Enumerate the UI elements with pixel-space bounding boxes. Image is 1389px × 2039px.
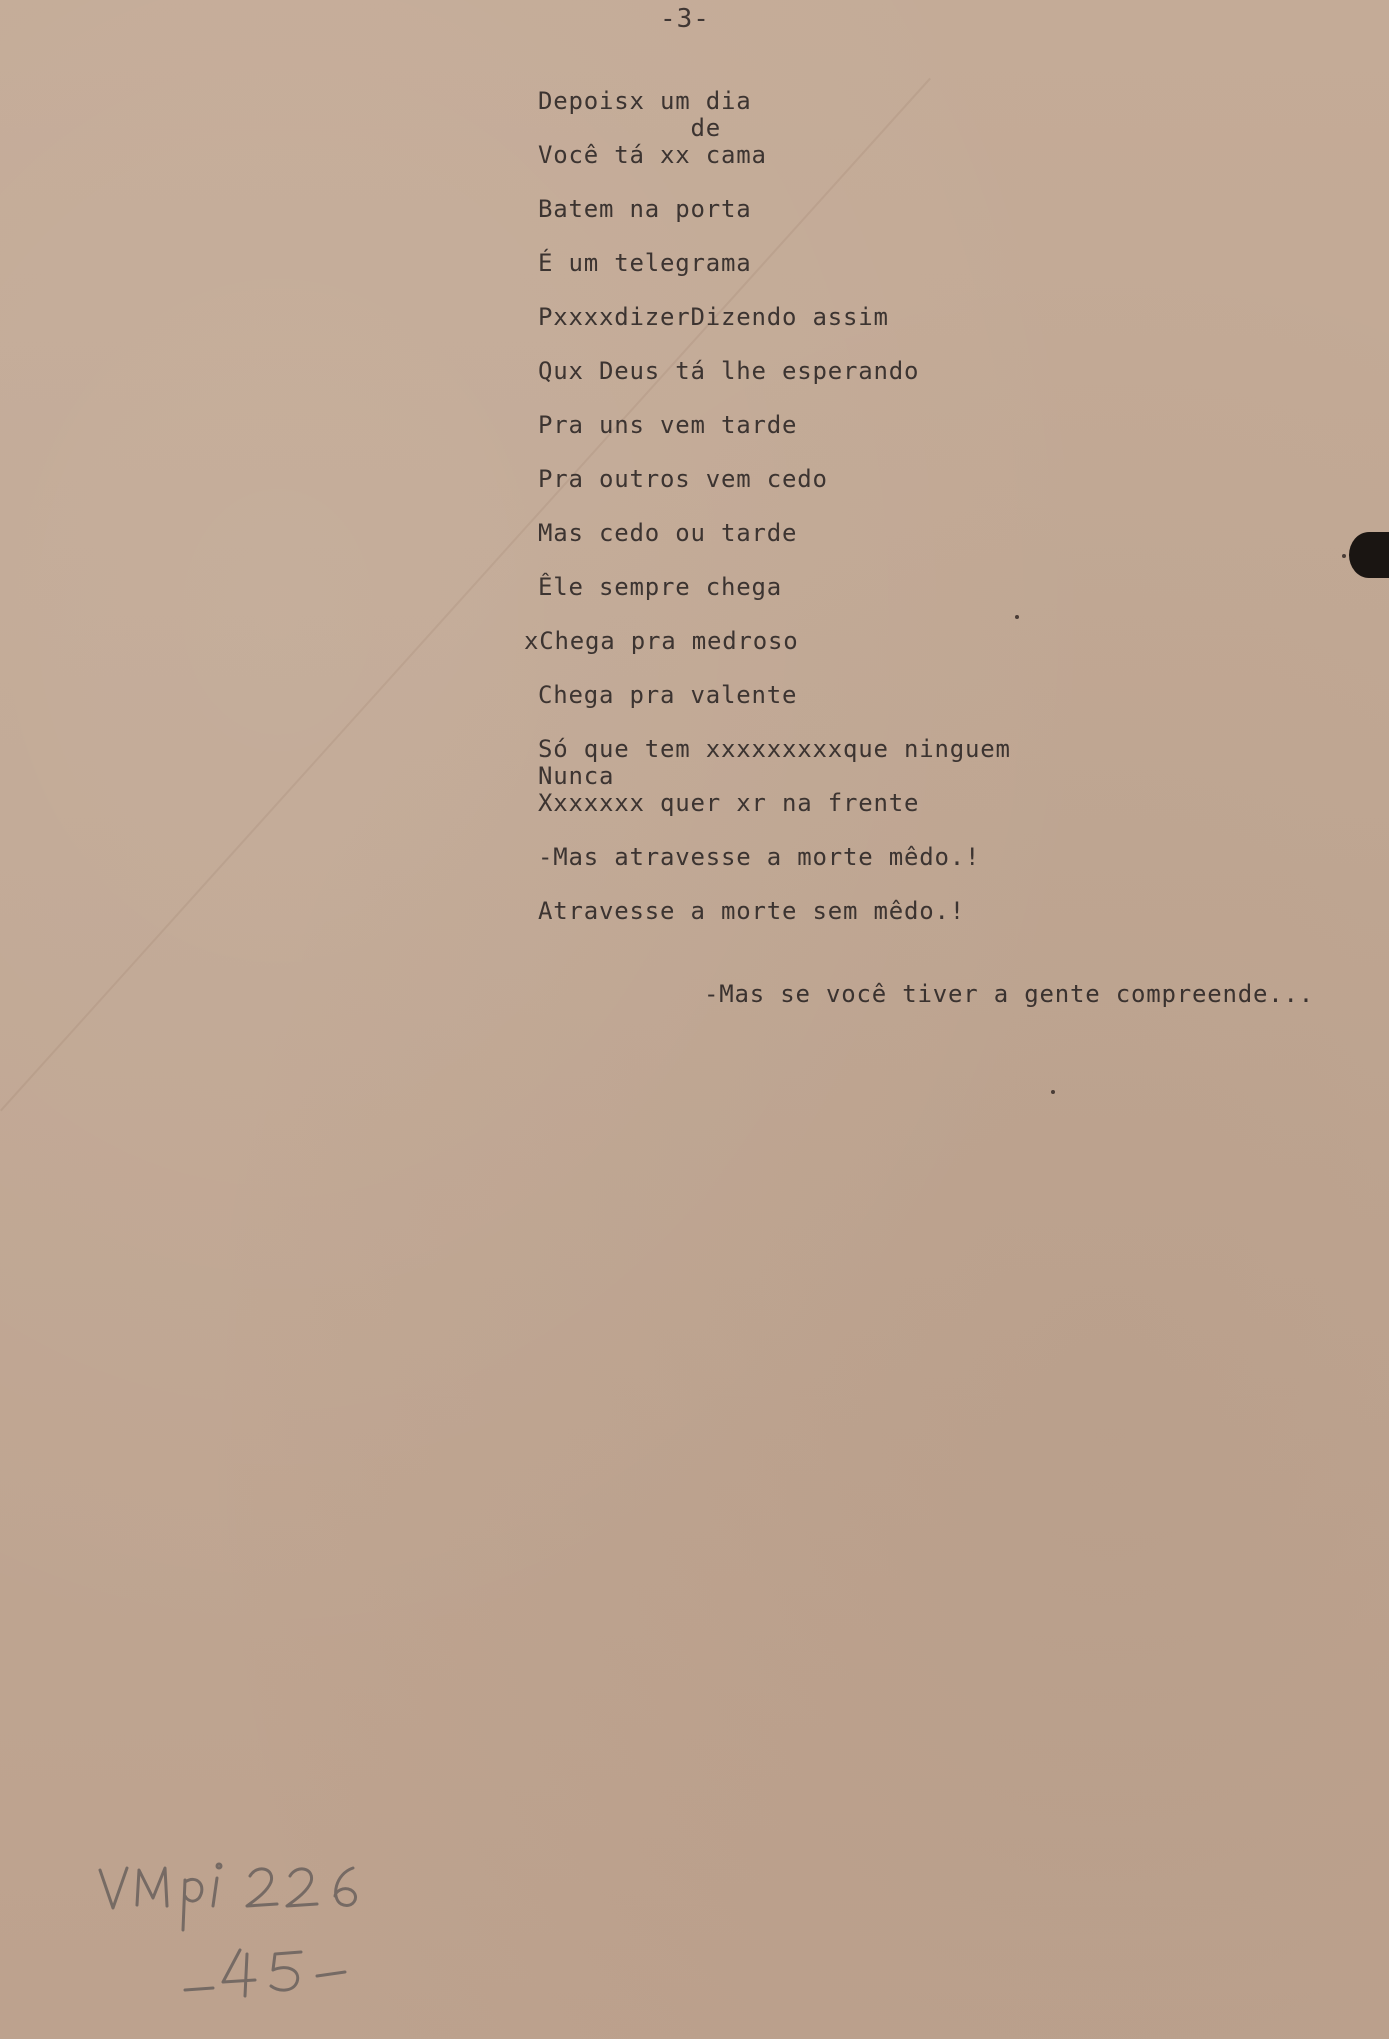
ink-speck <box>1342 554 1346 558</box>
page-number: -3- <box>660 4 710 34</box>
poem-line: Êle sempre chega <box>538 573 782 601</box>
poem-line: Atravesse a morte sem mêdo.! <box>538 897 965 925</box>
poem-line: Pra outros vem cedo <box>538 465 828 493</box>
ink-speck <box>1051 1090 1055 1094</box>
poem-line: Nunca <box>538 762 615 790</box>
poem-line: Qux Deus tá lhe esperando <box>538 357 920 385</box>
poem-line: xChega pra medroso <box>524 627 799 655</box>
torn-edge-mark <box>1349 532 1389 578</box>
poem-line: Depoisx um dia <box>538 87 752 115</box>
closing-note: -Mas se você tiver a gente compreende... <box>704 980 1314 1008</box>
handwritten-archive-annotation <box>95 1850 435 2010</box>
poem-line: Chega pra valente <box>538 681 798 709</box>
poem-line: Batem na porta <box>538 195 752 223</box>
poem-line: PxxxxdizerDizendo assim <box>538 303 889 331</box>
poem-text <box>524 87 1138 925</box>
poem-line: Só que tem xxxxxxxxxque ninguem <box>538 735 1011 763</box>
poem-line: -Mas atravesse a morte mêdo.! <box>538 843 981 871</box>
poem-line: É um telegrama <box>538 249 752 277</box>
poem-line: Mas cedo ou tarde <box>538 519 798 547</box>
poem-line: Você tá xx cama <box>538 141 767 169</box>
poem-line: Xxxxxxx quer xr na frente <box>538 789 920 817</box>
poem-line: de <box>538 114 721 142</box>
poem-line: Pra uns vem tarde <box>538 411 798 439</box>
